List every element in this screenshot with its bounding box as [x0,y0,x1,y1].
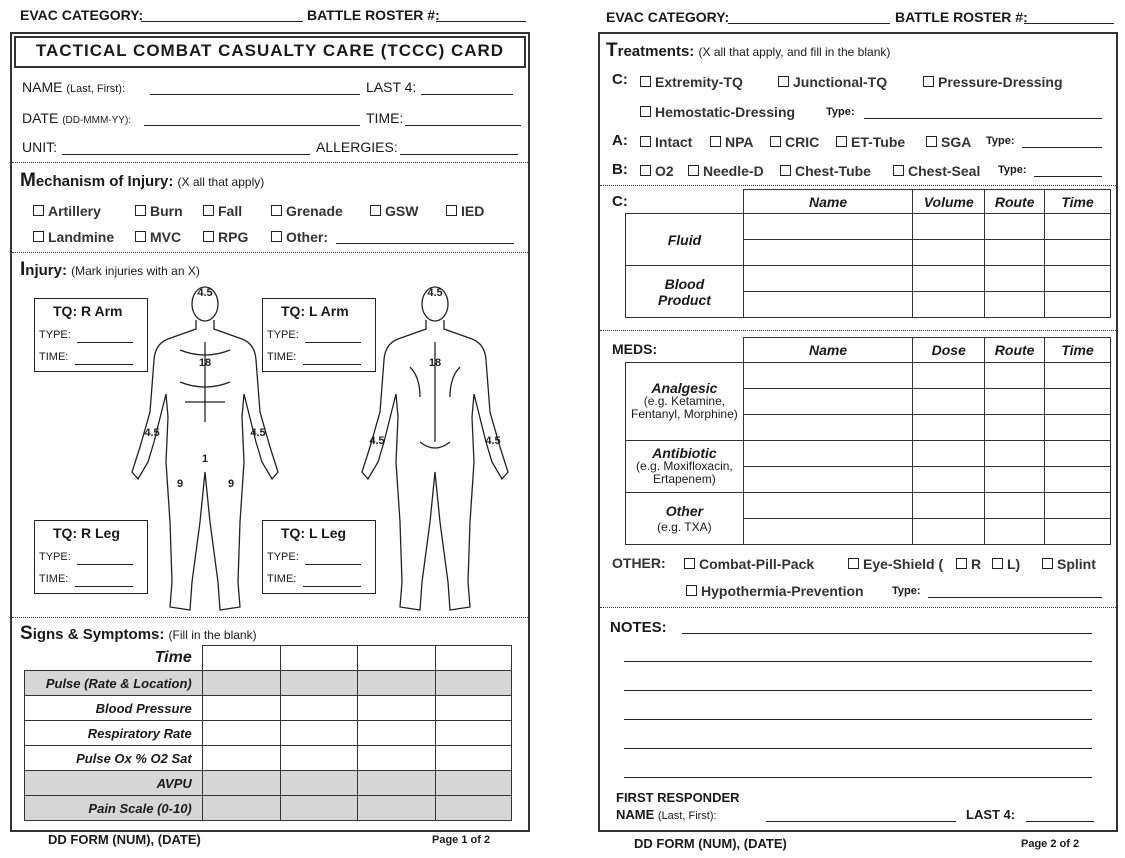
tq-r-leg-label: TQ: R Leg [53,525,120,541]
evac-category-field[interactable] [141,21,303,22]
moi-title: Mechanism of Injury: (X all that apply) [20,170,265,191]
fluid-cell[interactable] [913,266,985,292]
signs-title: Signs & Symptoms: (Fill in the blank) [20,623,257,644]
name-label: NAME (Last, First): [22,79,126,95]
tq-l-arm-type-field[interactable] [305,342,361,343]
meds-cell[interactable] [1045,389,1111,415]
notes-label: NOTES: [610,619,667,636]
signs-cell[interactable] [202,696,280,721]
meds-cell[interactable] [913,415,985,441]
tq-r-arm-type-label: TYPE: [39,329,71,341]
divider [12,617,528,618]
col-name: Name [743,190,912,214]
combat-pill-pack-checkbox[interactable]: Combat-Pill-Pack [684,555,814,572]
unit-field[interactable] [62,154,310,155]
time-label: TIME: [366,110,404,126]
signs-cell[interactable] [202,721,280,746]
col-name: Name [743,338,913,363]
moi-other[interactable]: Other: [271,228,328,245]
meds-cell[interactable] [1045,441,1111,467]
last4-field[interactable] [421,94,513,95]
front-head-value: 4.5 [197,287,213,299]
sga-checkbox[interactable]: SGA [926,133,971,150]
fluid-cell[interactable] [743,240,912,266]
tq-r-arm-label: TQ: R Arm [53,303,123,319]
tq-l-arm-time-field[interactable] [303,364,361,365]
moi-grenade[interactable]: Grenade [271,202,343,219]
signs-cell[interactable] [358,671,436,696]
tq-l-arm-time-label: TIME: [267,351,297,363]
et-tube-checkbox[interactable]: ET-Tube [836,133,905,150]
date-label: DATE (DD-MMM-YY): [22,110,132,126]
date-field[interactable] [144,125,360,126]
meds-cell[interactable] [743,467,913,493]
other-label: OTHER: [612,555,666,571]
meds-cell[interactable] [913,363,985,389]
blood-product-row-label: Blood Product [626,266,744,318]
divider [600,185,1116,186]
moi-gsw[interactable]: GSW [370,202,418,219]
fluid-cell[interactable] [1045,266,1111,292]
signs-cell[interactable] [436,721,512,746]
signs-table [24,645,512,821]
back-right-arm-value: 4.5 [369,435,385,447]
fluid-cell[interactable] [913,292,985,318]
fr-name-label: NAME (Last, First): [616,807,717,822]
signs-cell[interactable] [358,746,436,771]
pressure-dressing-checkbox[interactable]: Pressure-Dressing [923,73,1063,90]
tq-r-leg-time-field[interactable] [75,586,133,587]
tq-l-arm-type-label: TYPE: [267,329,299,341]
signs-row-label: Pain Scale (0-10) [25,796,203,821]
npa-checkbox[interactable]: NPA [710,133,754,150]
signs-cell[interactable] [280,771,358,796]
tq-r-leg-time-label: TIME: [39,573,69,585]
fluid-cell[interactable] [913,214,985,240]
signs-cell[interactable] [436,746,512,771]
battle-roster-field[interactable] [436,21,526,22]
fluid-table-label: C: [612,193,628,210]
fluid-row-label: Fluid [626,214,744,266]
hemostatic-type-label: Type: [826,106,855,118]
intact-checkbox[interactable]: Intact [640,133,692,150]
evac-category-label: EVAC CATEGORY: [606,9,730,25]
evac-category-label: EVAC CATEGORY: [20,7,144,23]
meds-cell[interactable] [743,363,913,389]
meds-cell[interactable] [985,389,1045,415]
moi-mvc[interactable]: MVC [135,228,181,245]
splint-checkbox[interactable]: Splint [1042,555,1096,572]
moi-landmine[interactable]: Landmine [33,228,114,245]
signs-row-label: AVPU [25,771,203,796]
hypothermia-prevention-checkbox[interactable]: Hypothermia-Prevention [686,582,864,599]
eye-shield-checkbox[interactable]: Eye-Shield ( [848,555,943,572]
tq-r-arm-type-field[interactable] [77,342,133,343]
tq-l-leg-time-label: TIME: [267,573,297,585]
notes-line[interactable] [624,748,1092,749]
front-torso-value: 18 [198,357,212,369]
fluid-cell[interactable] [743,214,912,240]
col-dose: Dose [913,338,985,363]
fluid-cell[interactable] [1045,292,1111,318]
signs-cell[interactable] [280,646,358,671]
form-number: DD FORM (NUM), (DATE) [634,836,787,851]
allergies-field[interactable] [400,154,518,155]
meds-cell[interactable] [743,415,913,441]
meds-cell[interactable] [743,493,913,519]
notes-line[interactable] [624,777,1092,778]
meds-label: MEDS: [612,341,658,357]
tq-l-leg-type-label: TYPE: [267,551,299,563]
fluid-cell[interactable] [985,266,1045,292]
sga-type-field[interactable] [1022,147,1102,148]
meds-cell[interactable] [1045,467,1111,493]
moi-fall[interactable]: Fall [203,202,242,219]
front-right-arm-value: 4.5 [144,427,160,439]
meds-cell[interactable] [1045,493,1111,519]
signs-cell[interactable] [358,796,436,821]
page-number: Page 2 of 2 [1021,838,1080,850]
signs-row-label: Time [154,648,192,666]
meds-cell[interactable] [913,519,985,545]
eye-shield-r-checkbox[interactable]: R [956,555,981,572]
other-row-label: Other (e.g. TXA) [626,493,744,545]
c-label: C: [612,71,628,88]
junctional-tq-checkbox[interactable]: Junctional-TQ [778,73,887,90]
fluid-cell[interactable] [913,240,985,266]
tq-r-arm-time-label: TIME: [39,351,69,363]
meds-cell[interactable] [1045,415,1111,441]
chest-seal-checkbox[interactable]: Chest-Seal [893,162,980,179]
fr-last4-field[interactable] [1026,821,1094,822]
signs-cell[interactable] [280,721,358,746]
fluid-table [625,189,1111,318]
signs-cell[interactable] [280,746,358,771]
tq-r-arm-time-field[interactable] [75,364,133,365]
tq-r-leg-type-field[interactable] [77,564,133,565]
notes-line[interactable] [624,661,1092,662]
back-torso-value: 18 [428,357,442,369]
signs-cell[interactable] [358,646,436,671]
hemostatic-type-field[interactable] [864,118,1102,119]
a-label: A: [612,132,628,149]
signs-cell[interactable] [280,796,358,821]
signs-cell[interactable] [202,746,280,771]
page-number: Page 1 of 2 [432,834,491,846]
analgesic-row-label: Analgesic (e.g. Ketamine, Fentanyl, Morphine) [626,363,744,441]
signs-cell[interactable] [358,771,436,796]
needle-d-checkbox[interactable]: Needle-D [688,162,764,179]
meds-cell[interactable] [985,493,1045,519]
col-route: Route [985,338,1045,363]
moi-artillery[interactable]: Artillery [33,202,101,219]
divider [12,252,528,253]
signs-row-label: Blood Pressure [25,696,203,721]
meds-cell[interactable] [743,389,913,415]
notes-line[interactable] [624,690,1092,691]
meds-cell[interactable] [913,389,985,415]
unit-label: UNIT: [22,139,57,155]
last4-label: LAST 4: [366,79,417,95]
tq-l-arm-box [262,298,376,372]
sga-type-label: Type: [986,135,1015,147]
meds-cell[interactable] [985,467,1045,493]
meds-cell[interactable] [985,519,1045,545]
hypothermia-type-label: Type: [892,585,921,597]
name-field[interactable] [150,94,360,95]
battle-roster-field[interactable] [1024,23,1114,24]
moi-ied[interactable]: IED [446,202,484,219]
fluid-cell[interactable] [985,214,1045,240]
col-time: Time [1045,190,1111,214]
meds-cell[interactable] [1045,519,1111,545]
b-label: B: [612,161,628,178]
signs-cell[interactable] [436,696,512,721]
col-route: Route [985,190,1045,214]
signs-cell[interactable] [436,646,512,671]
meds-cell[interactable] [743,441,913,467]
fluid-cell[interactable] [985,240,1045,266]
divider [600,607,1116,608]
notes-line[interactable] [682,633,1092,634]
meds-cell[interactable] [1045,363,1111,389]
meds-table [625,337,1111,545]
form-number: DD FORM (NUM), (DATE) [48,832,201,847]
signs-cell[interactable] [436,796,512,821]
front-right-leg-value: 9 [176,478,184,490]
fluid-cell[interactable] [743,292,912,318]
col-time: Time [1045,338,1111,363]
signs-row-label: Pulse (Rate & Location) [25,671,203,696]
meds-cell[interactable] [985,415,1045,441]
meds-cell[interactable] [913,493,985,519]
meds-cell[interactable] [913,441,985,467]
tq-r-leg-type-label: TYPE: [39,551,71,563]
fluid-cell[interactable] [743,266,912,292]
signs-cell[interactable] [280,671,358,696]
back-left-arm-value: 4.5 [485,435,501,447]
hypothermia-type-field[interactable] [928,597,1102,598]
evac-category-field[interactable] [728,23,890,24]
tq-r-leg-box [34,520,148,594]
front-left-leg-value: 9 [227,478,235,490]
divider [12,162,528,163]
front-left-arm-value: 4.5 [250,427,266,439]
moi-other-field[interactable] [336,243,514,244]
meds-cell[interactable] [743,519,913,545]
tq-l-leg-box [262,520,376,594]
signs-row-label: Pulse Ox % O2 Sat [25,746,203,771]
back-head-value: 4.5 [427,287,443,299]
fluid-cell[interactable] [985,292,1045,318]
antibiotic-row-label: Antibiotic (e.g. Moxifloxacin, Ertapenem) [626,441,744,493]
signs-cell[interactable] [202,671,280,696]
tq-l-leg-label: TQ: L Leg [281,525,347,541]
signs-cell[interactable] [202,796,280,821]
o2-checkbox[interactable]: O2 [640,162,674,179]
signs-cell[interactable] [280,696,358,721]
hemostatic-dressing-checkbox[interactable]: Hemostatic-Dressing [640,103,795,120]
time-field[interactable] [405,125,521,126]
meds-cell[interactable] [985,441,1045,467]
allergies-label: ALLERGIES: [316,139,398,155]
back-body-outline [362,287,508,610]
signs-cell[interactable] [436,771,512,796]
moi-rpg[interactable]: RPG [203,228,248,245]
chest-tube-checkbox[interactable]: Chest-Tube [780,162,871,179]
extremity-tq-checkbox[interactable]: Extremity-TQ [640,73,743,90]
signs-row-label: Respiratory Rate [25,721,203,746]
meds-cell[interactable] [985,363,1045,389]
fr-name-field[interactable] [766,821,956,822]
notes-line[interactable] [624,719,1092,720]
signs-cell[interactable] [358,696,436,721]
fluid-cell[interactable] [1045,240,1111,266]
signs-cell[interactable] [202,646,280,671]
signs-cell[interactable] [436,671,512,696]
chest-seal-type-label: Type: [998,164,1027,176]
divider [600,330,1116,331]
front-body-outline [132,287,278,610]
meds-cell[interactable] [913,467,985,493]
card-title: TACTICAL COMBAT CASUALTY CARE (TCCC) CARD [35,41,505,60]
fluid-cell[interactable] [1045,214,1111,240]
moi-burn[interactable]: Burn [135,202,183,219]
battle-roster-label: BATTLE ROSTER #: [895,9,1028,25]
eye-shield-l-checkbox[interactable]: L) [992,555,1020,572]
cric-checkbox[interactable]: CRIC [770,133,819,150]
tq-r-arm-box [34,298,148,372]
chest-seal-type-field[interactable] [1034,176,1102,177]
tq-l-leg-time-field[interactable] [303,586,361,587]
signs-cell[interactable] [358,721,436,746]
treatments-title: Treatments: (X all that apply, and fill in the blank) [606,40,891,61]
signs-cell[interactable] [202,771,280,796]
col-volume: Volume [913,190,985,214]
first-responder-label: FIRST RESPONDER [616,790,740,805]
fr-last4-label: LAST 4: [966,807,1016,822]
injury-title: Injury: (Mark injuries with an X) [20,259,200,280]
front-groin-value: 1 [201,453,209,465]
tq-l-leg-type-field[interactable] [305,564,361,565]
battle-roster-label: BATTLE ROSTER #: [307,7,440,23]
tq-l-arm-label: TQ: L Arm [281,303,349,319]
